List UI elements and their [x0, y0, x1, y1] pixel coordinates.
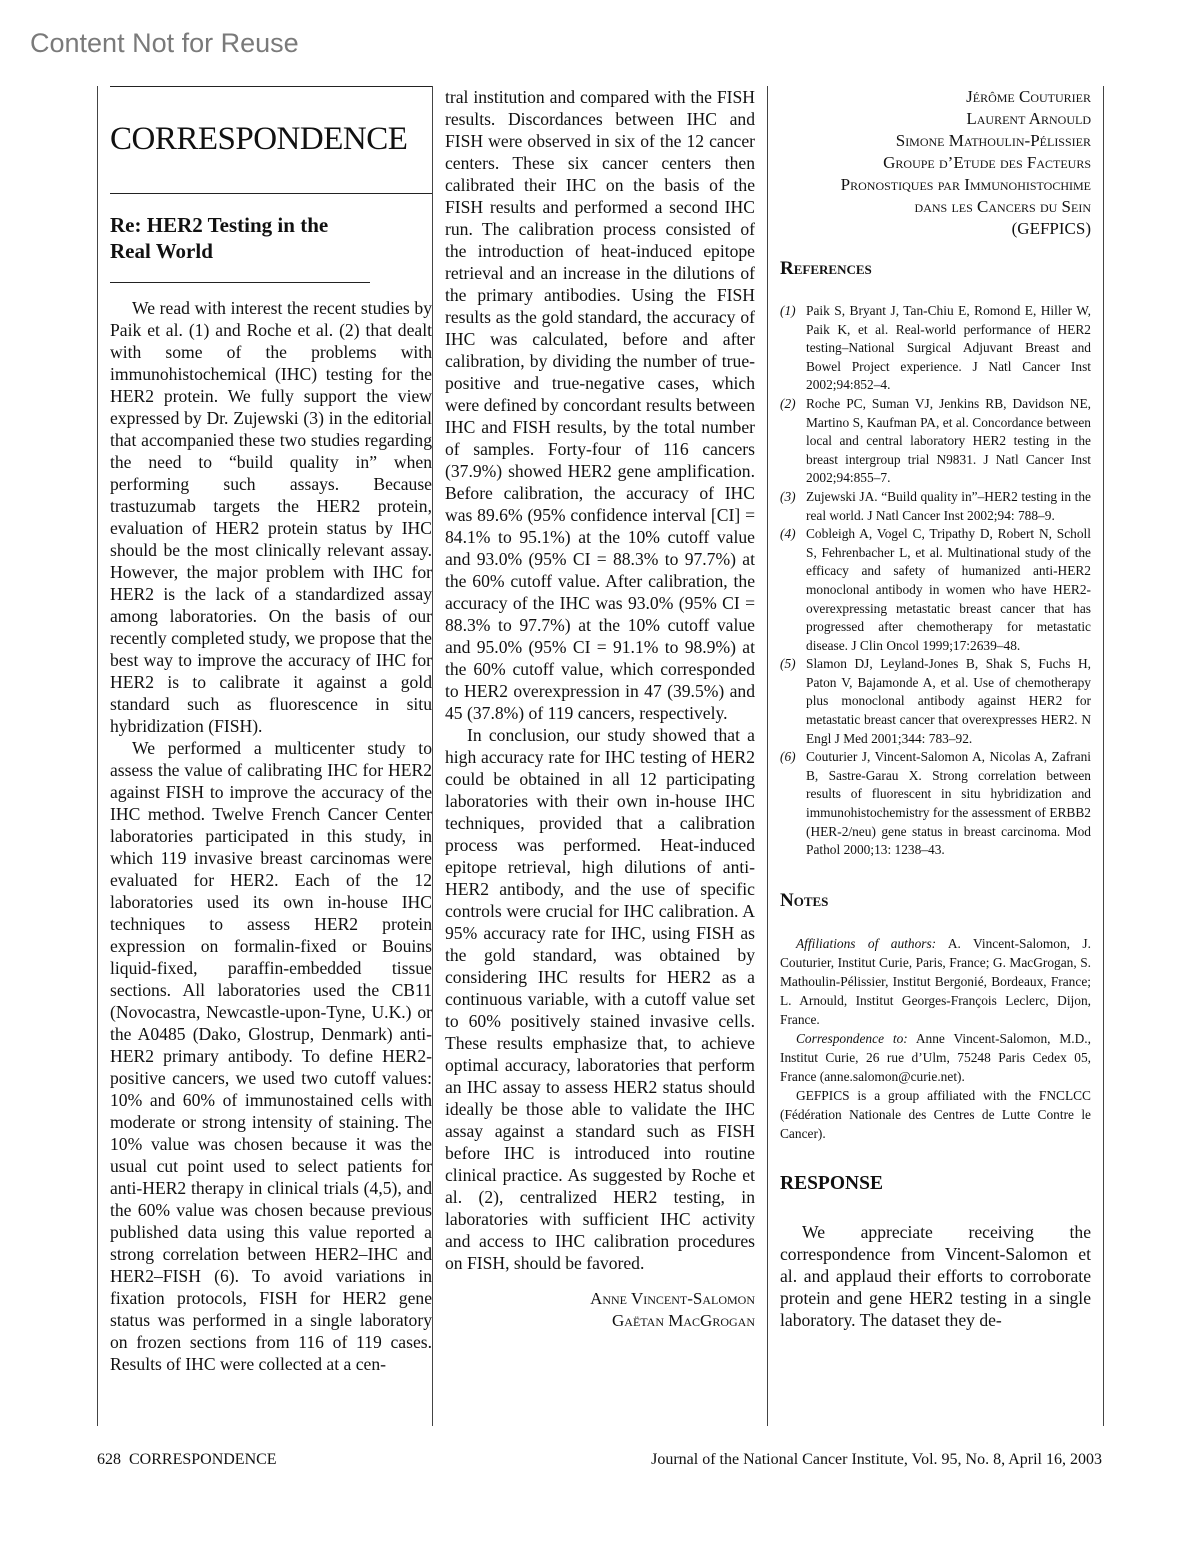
reference-number: (3) — [780, 488, 796, 504]
reference-text: Cobleigh A, Vogel C, Tripathy D, Robert N, Scholl S, Fehrenbacher L, et al. Multinational study of the efficacy and safety of humanized anti-HER2 monoclonal antibody in women who have HER2-overexpressing metastatic breast cancer that has progressed after chemotherapy for metastatic disease. J Clin Oncol 1999;17:2639–48. — [806, 526, 1091, 653]
reference-text: Paik S, Bryant J, Tan-Chiu E, Romond E, Hiller W, Paik K, et al. Real-world performance of HER2 testing–National Surgical Adjuvant Breast and Bowel Project experience. J Natl Cancer Inst 2002;94:852–4. — [806, 303, 1091, 393]
footer-page-label: 628 CORRESPONDENCE — [97, 1451, 277, 1468]
paragraph-4: In conclusion, our study showed that a high accuracy rate for IHC testing of HER2 could be obtained in all 12 participating laboratories with their own in-house IHC techniques, provided that a calibration process was performed. Heat-induced epitope retrieval, high dilutions of anti-HER2 antibody, and the use of specific controls were crucial for IHC calibration. A 95% accuracy rate for IHC, using FISH as the gold standard, was obtained by considering IHC results for HER2 as a continuous variable, with a cutoff value set to 60% positively stained invasive cells. These results emphasize that, to achieve optimal accuracy, laboratories that perform an IHC assay to assess HER2 status should ideally be those able to validate the IHC assay against a standard such as FISH before IHC is introduced into routine clinical practice. As suggested by Roche et al. (2), centralized HER2 testing, in laboratories with sufficient IHC activity and access to IHC calibration procedures on FISH, should be favored. — [445, 725, 755, 1273]
author-signature: Anne Vincent-Salomon — [590, 1289, 755, 1308]
reference-text: Slamon DJ, Leyland-Jones B, Shak S, Fuchs H, Paton V, Bajamonde A, et al. Use of chemotherapy plus monoclonal antibody against HER2 for metastatic breast cancer that overexpresses HER2. N Engl J Med 2001;344: 783–92. — [806, 656, 1091, 746]
reference-text: Couturier J, Vincent-Salomon A, Nicolas A, Zafrani B, Sastre-Garau X. Strong correlation between results of fluorescent in situ hybridization and immunohistochemistry for the assessment of ERBB2 (HER-2/neu) gene status in breast carcinoma. Mod Pathol 2000;13: 1238–43. — [806, 749, 1091, 858]
paragraph-2: We performed a multicenter study to assess the value of calibrating IHC for HER2 against FISH to improve the accuracy of the IHC method. Twelve French Cancer Center laboratories participated in this study, in which 119 invasive breast carcinomas were evaluated for HER2. Each of the 12 laboratories used its own in-house IHC techniques to assess HER2 protein expression on formalin-fixed or Bouins liquid-fixed, paraffin-embedded tissue sections. All laboratories used the CB11 (Novocastra, Newcastle-upon-Tyne, U.K.) or the A0485 (Dako, Glostrup, Denmark) anti-HER2 primary antibody. To define HER2-positive cancers, we used two cutoff values: 10% and 60% of immunostained cells with moderate or strong intensity of staining. The 10% value was chosen because it was the usual cut point used to select patients for anti-HER2 therapy in clinical trials (4,5), and the 60% value was chosen because previous published data using this value reported a strong correlation between HER2–IHC and HER2–FISH (6). To avoid variations in fixation protocols, FISH for HER2 gene status was performed in a single laboratory on frozen sections from 116 of 119 cases. Results of IHC were collected at a cen- — [110, 738, 432, 1374]
signature-block-2 — [780, 86, 1091, 240]
reference-item — [780, 655, 1091, 748]
reference-number: (5) — [780, 656, 796, 672]
affiliations-note — [780, 934, 1091, 1029]
reference-list — [780, 302, 1091, 860]
watermark: Content Not for Reuse — [30, 28, 299, 58]
reference-item — [780, 525, 1091, 655]
references-heading: References — [780, 258, 872, 279]
title-rule — [110, 193, 432, 194]
top-rule — [110, 86, 432, 87]
response-paragraph: We appreciate receiving the correspondence from Vincent-Salomon et al. and applaud their efforts to corroborate protein and gene HER2 testing in a single laboratory. The dataset they de- — [780, 1221, 1091, 1330]
column-1 — [97, 86, 432, 1426]
group-name: Pronostiques par Immunohistochime — [840, 175, 1091, 194]
affiliations-text: A. Vincent-Salomon, J. Couturier, Institut Curie, Paris, France; G. MacGrogan, S. Mathoulin-Pélissier, Institut Bergonié, Bordeaux, France; L. Arnould, Institut Georges-François Leclerc, Dijon, France. — [780, 935, 1091, 1027]
reference-item — [780, 488, 1091, 525]
footer-journal-citation: Journal of the National Cancer Institute, Vol. 95, No. 8, April 16, 2003 — [651, 1451, 1102, 1468]
response-heading: RESPONSE — [780, 1172, 883, 1194]
group-acronym: (GEFPICS) — [1011, 219, 1091, 238]
reference-item — [780, 302, 1091, 395]
author-signature: Simone Mathoulin-Pélissier — [895, 131, 1091, 150]
reference-number: (1) — [780, 303, 796, 318]
reference-number: (4) — [780, 526, 796, 542]
notes-heading: Notes — [780, 889, 829, 911]
signature-block-1 — [445, 1288, 755, 1332]
reference-item — [780, 748, 1091, 860]
column-2 — [432, 86, 768, 1426]
gefpics-note: GEFPICS is a group affiliated with the FNCLCC (Fédération Nationale des Centres de Lutte Contre le Cancer). — [780, 1087, 1091, 1141]
author-signature: Jérôme Couturier — [966, 87, 1091, 106]
group-name: Groupe d’Etude des Facteurs — [883, 153, 1091, 172]
paragraph-3: tral institution and compared with the FISH results. Discordances between IHC and FISH were observed in six of the 12 cancer centers. These six cancer centers then calibrated their IHC on the basis of the FISH results and performed a second IHC run. The calibration process consisted of the introduction of heat-induced epitope retrieval and an increase in the dilutions of the primary antibodies. Using the FISH results as the gold standard, the accuracy of IHC was calculated, before and after calibration, by dividing the number of true-positive and true-negative cases, which were defined by concordant results between IHC and FISH results, by the total number of samples. Forty-four of 116 cancers (37.9%) showed HER2 gene amplification. Before calibration, the accuracy of IHC was 89.6% (95% confidence interval [CI] = 84.1% to 95.1%) at the 10% cutoff value and 93.0% (95% CI = 88.3% to 97.7%) at the 60% cutoff value. After calibration, the accuracy of the IHC was 93.0% (95% CI = 88.3% to 97.7%) at the 10% cutoff value and 95.0% (95% CI = 91.1% to 98.9%) at the 60% cutoff value, which corresponded to HER2 overexpression in 47 (39.5%) and 45 (37.8%) of 119 cancers, respectively. — [445, 87, 755, 723]
group-name: dans les Cancers du Sein — [914, 197, 1091, 216]
article-title: Re: HER2 Testing in the Real World — [110, 213, 329, 263]
column-3 — [768, 86, 1104, 1426]
correspondence-text: Anne Vincent-Salomon, M.D., Institut Curie, 26 rue d’Ulm, 75248 Paris Cedex 05, France (anne.salomon@curie.net). — [780, 1030, 1091, 1084]
paragraph-1: We read with interest the recent studies by Paik et al. (1) and Roche et al. (2) that dealt with some of the problems with immunohistochemical (IHC) testing for the HER2 protein. We fully support the view expressed by Dr. Zujewski (3) in the editorial that accompanied these two studies regarding the need to “build quality in” when performing such assays. Because trastuzumab targets the HER2 protein, evaluation of HER2 protein status by IHC should be the most clinically relevant assay. However, the major problem with IHC for HER2 is the lack of a standardized assay among laboratories. On the basis of our recently completed study, we propose that the best way to improve the accuracy of IHC for HER2 is to calibrate it against a gold standard such as fluorescence in situ hybridization (FISH). — [110, 298, 432, 736]
article-title-rule — [110, 282, 370, 283]
author-signature: Laurent Arnould — [966, 109, 1091, 128]
reference-text: Roche PC, Suman VJ, Jenkins RB, Davidson NE, Martino S, Kaufman PA, et al. Concordance between local and central laboratory HER2 testing in the breast intergroup trial N9831. J Natl Cancer Inst 2002;94:855–7. — [806, 395, 1091, 486]
reference-text: Zujewski JA. “Build quality in”–HER2 testing in the real world. J Natl Cancer Inst 2002;94: 788–9. — [806, 488, 1091, 523]
affiliations-label: Affiliations of authors: — [796, 935, 937, 951]
correspondence-note — [780, 1029, 1091, 1086]
reference-number: (2) — [780, 395, 796, 411]
notes-section — [780, 934, 1091, 1143]
reference-item — [780, 395, 1091, 488]
correspondence-label: Correspondence to: — [796, 1030, 908, 1046]
reference-number: (6) — [780, 749, 796, 765]
author-signature: Gaëtan MacGrogan — [612, 1311, 755, 1330]
section-title: CORRESPONDENCE — [110, 121, 408, 157]
